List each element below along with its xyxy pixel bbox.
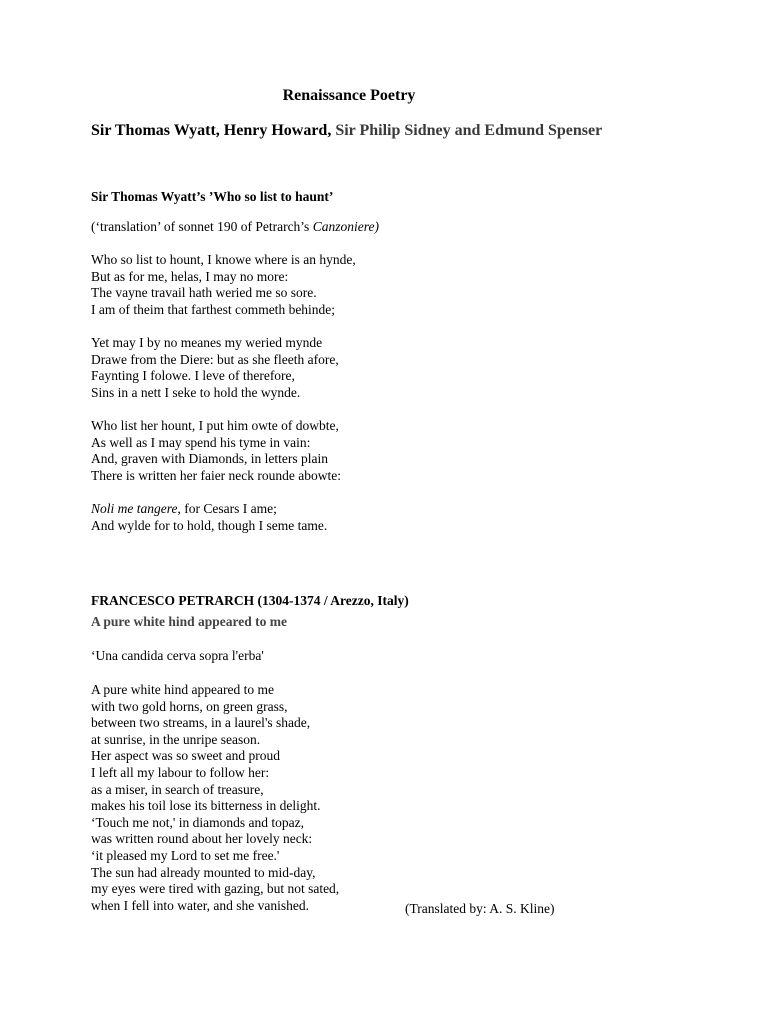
poem-line: I left all my labour to follow her: [91,764,270,780]
poem-line: Who list her hount, I put him owte of dowbte, [91,418,339,433]
wyatt-stanza-1 [91,252,356,318]
poem-line: I am of theim that farthest commeth behinde; [91,301,336,317]
poem-line: Drawe from the Diere: but as she fleeth afore, [91,351,339,367]
petrarch-original-title: ‘Una candida cerva sopra l'erba' [91,648,264,663]
poem-line: Sins in a nett I seke to hold the wynde. [91,384,301,400]
wyatt-note-text: (‘translation’ of sonnet 190 of Petrarch’s [91,219,313,234]
translation-credit: (Translated by: A. S. Kline) [405,901,555,916]
poem-line: A pure white hind appeared to me [91,682,274,697]
poem-line: as a miser, in search of treasure, [91,781,264,797]
poem-line: Yet may I by no meanes my weried mynde [91,335,323,350]
poem-line [91,501,327,518]
poem-line-rest: , for Cesars I ame; [177,501,277,516]
document-subtitle [91,120,602,141]
poem-line: But as for me, helas, I may no more: [91,268,289,284]
poem-line: There is written her faier neck rounde abowte: [91,467,342,483]
poem-line: between two streams, in a laurel's shade, [91,715,311,731]
document-title: Renaissance Poetry [282,87,416,104]
wyatt-note [91,219,379,236]
wyatt-note-italic: Canzoniere) [312,219,379,234]
petrarch-poem-title: A pure white hind appeared to me [91,614,288,629]
wyatt-heading: Sir Thomas Wyatt’s ’Who so list to haunt’ [91,189,334,204]
poem-line: makes his toil lose its bitterness in delight. [91,798,321,814]
petrarch-poem [91,682,339,914]
wyatt-stanza-2 [91,335,339,401]
poem-line: The sun had already mounted to mid-day, [91,864,316,880]
poem-line: As well as I may spend his tyme in vain: [91,434,311,450]
wyatt-stanza-3 [91,418,341,484]
poem-line: with two gold horns, on green grass, [91,698,288,714]
latin-phrase: Noli me tangere [91,501,178,516]
poem-line: Who so list to hount, I knowe where is an hynde, [91,252,356,267]
wyatt-stanza-4 [91,501,327,534]
poem-line: Her aspect was so sweet and proud [91,748,280,764]
petrarch-heading: FRANCESCO PETRARCH (1304-1374 / Arezzo, Italy) [91,593,409,608]
poem-line: The vayne travail hath weried me so sore. [91,285,317,301]
poem-line: Faynting I folowe. I leve of therefore, [91,368,295,384]
poem-line: at sunrise, in the unripe season. [91,731,261,747]
poem-line: And, graven with Diamonds, in letters plain [91,451,328,467]
subtitle-sidney-spenser: Sir Philip Sidney and Edmund Spenser [335,122,603,139]
poem-line: And wylde for to hold, though I seme tame. [91,517,328,533]
subtitle-wyatt: Sir Thomas Wyatt, [91,122,224,139]
poem-line: when I fell into water, and she vanished. [91,897,310,913]
subtitle-howard: Henry Howard, [223,122,336,139]
poem-line: ‘it pleased my Lord to set me free.' [91,847,280,863]
poem-line: my eyes were tired with gazing, but not sated, [91,881,340,897]
poem-line: was written round about her lovely neck: [91,831,313,847]
poem-line: ‘Touch me not,' in diamonds and topaz, [91,814,304,830]
